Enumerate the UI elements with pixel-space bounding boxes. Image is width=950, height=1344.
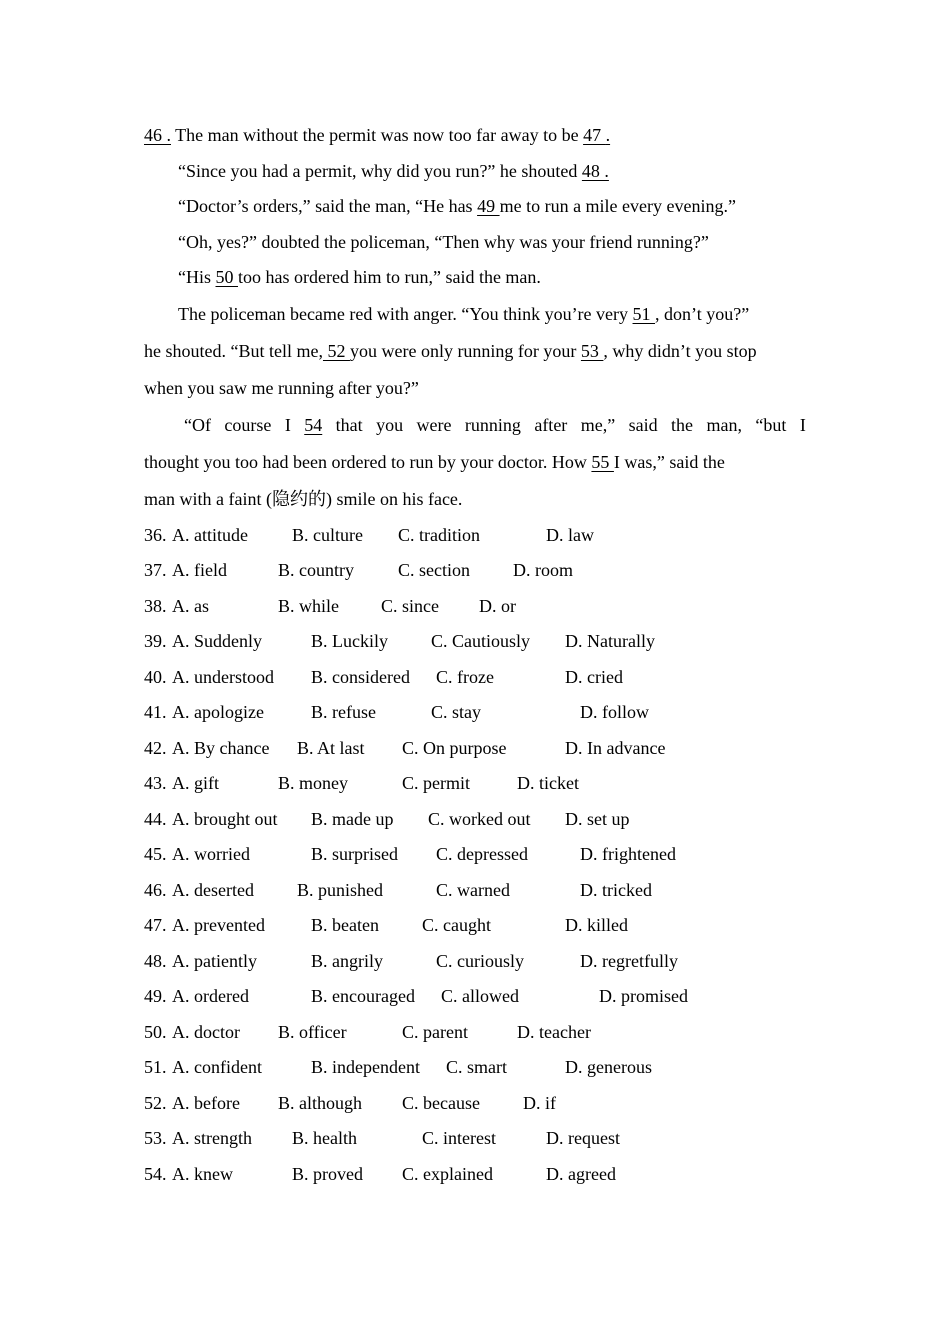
blank-54: 54 <box>304 414 323 435</box>
word: you <box>376 414 404 435</box>
option-a: A. worried <box>172 844 250 864</box>
passage-text: , why didn’t you stop <box>603 340 757 361</box>
question-options-row <box>144 766 806 802</box>
option-a: A. By chance <box>172 737 270 758</box>
option-c: C. On purpose <box>402 737 507 758</box>
option-c: C. section <box>398 560 470 580</box>
option-a: A. gift <box>172 773 219 793</box>
word: after <box>534 414 568 435</box>
option-d: D. tricked <box>580 879 652 900</box>
option-d: D. follow <box>580 702 649 722</box>
option-a: A. strength <box>172 1128 252 1148</box>
passage-text: too has ordered him to run,” said the man. <box>238 267 541 287</box>
word: course <box>224 414 272 435</box>
question-number: 43. <box>144 773 167 793</box>
option-a: A. doctor <box>172 1021 240 1042</box>
option-a: A. attitude <box>172 524 248 545</box>
option-b: B. although <box>278 1092 362 1113</box>
blank-52: 52 <box>322 340 350 361</box>
passage-text: he shouted. “But tell me, <box>144 340 323 361</box>
word: I <box>799 414 806 435</box>
option-a: A. as <box>172 595 209 616</box>
option-b: B. independent <box>311 1057 420 1077</box>
passage-text: you were only running for your <box>349 340 581 361</box>
option-d: D. frightened <box>580 844 676 864</box>
option-b: B. refuse <box>311 702 376 722</box>
option-b: B. beaten <box>311 915 379 935</box>
question-options-row <box>144 518 806 554</box>
passage-line-4 <box>144 225 806 261</box>
word: me,” <box>580 414 616 435</box>
passage-line-7 <box>144 333 806 370</box>
word: that <box>335 414 363 435</box>
question-number: 53. <box>144 1128 167 1148</box>
question-number: 42. <box>144 737 167 758</box>
word: “but <box>755 414 787 435</box>
document-page <box>144 118 806 1192</box>
option-d: D. request <box>546 1128 620 1148</box>
option-d: D. teacher <box>517 1021 591 1042</box>
option-b: B. officer <box>278 1021 347 1042</box>
option-c: C. because <box>402 1092 480 1113</box>
question-number: 36. <box>144 524 167 545</box>
passage-text: The man without the permit was now too far away to be <box>171 125 584 145</box>
option-b: B. punished <box>297 879 384 900</box>
passage-text: , don’t you?” <box>655 303 750 324</box>
question-number: 44. <box>144 808 167 829</box>
option-a: A. confident <box>172 1057 262 1077</box>
passage-text: The policeman became red with anger. “You think you’re very <box>178 303 633 324</box>
option-d: D. promised <box>599 986 688 1006</box>
question-options-row <box>144 695 806 731</box>
passage-text: “Since you had a permit, why did you run?” he shouted <box>178 160 582 181</box>
option-d: D. regretfully <box>580 950 678 971</box>
passage-text: “His <box>178 267 216 287</box>
blank-48: 48 . <box>581 160 609 181</box>
option-a: A. ordered <box>172 986 249 1006</box>
option-c: C. interest <box>422 1128 496 1148</box>
passage-line-9 <box>144 407 806 444</box>
question-number: 38. <box>144 595 167 616</box>
question-number: 50. <box>144 1021 167 1042</box>
word: said <box>628 414 658 435</box>
option-c: C. Cautiously <box>431 631 531 651</box>
option-c: C. warned <box>436 879 510 900</box>
question-number: 37. <box>144 560 167 580</box>
passage-text: me to run a mile every evening.” <box>499 196 736 216</box>
passage-line-10 <box>144 444 806 481</box>
option-a: A. brought out <box>172 808 278 829</box>
option-d: D. if <box>523 1092 556 1113</box>
question-options-row <box>144 1015 806 1051</box>
options-list <box>144 518 806 1193</box>
option-c: C. parent <box>402 1021 468 1042</box>
option-c: C. stay <box>431 702 482 722</box>
question-options-row <box>144 944 806 980</box>
question-number: 46. <box>144 879 167 900</box>
option-b: B. encouraged <box>311 986 415 1006</box>
option-b: B. made up <box>311 808 394 829</box>
question-options-row <box>144 731 806 767</box>
option-c: C. explained <box>402 1163 493 1184</box>
question-number: 47. <box>144 915 167 935</box>
option-b: B. surprised <box>311 844 398 864</box>
question-number: 51. <box>144 1057 167 1077</box>
word: the <box>671 414 694 435</box>
passage-line-8 <box>144 370 806 407</box>
question-options-row <box>144 1157 806 1193</box>
passage-text: . <box>605 125 611 145</box>
passage-text: man with a faint (隐约的) smile on his face. <box>144 488 463 509</box>
passage-text: “Doctor’s orders,” said the man, “He has <box>178 196 478 216</box>
option-b: B. health <box>292 1128 357 1148</box>
option-d: D. In advance <box>565 737 666 758</box>
question-number: 54. <box>144 1163 167 1184</box>
question-options-row <box>144 553 806 589</box>
question-number: 52. <box>144 1092 167 1113</box>
option-b: B. culture <box>292 524 363 545</box>
word: “Of <box>184 414 211 435</box>
question-number: 40. <box>144 666 167 687</box>
passage-line-6 <box>144 296 806 333</box>
question-options-row <box>144 1121 806 1157</box>
passage-line-11 <box>144 481 806 518</box>
question-options-row <box>144 1050 806 1086</box>
word: man, <box>706 414 742 435</box>
option-c: C. froze <box>436 666 494 687</box>
passage-text: I was,” said the <box>613 451 725 472</box>
option-b: B. while <box>278 595 339 616</box>
question-number: 39. <box>144 631 167 651</box>
option-a: A. understood <box>172 666 274 687</box>
option-c: C. permit <box>402 773 470 793</box>
option-a: A. knew <box>172 1163 233 1184</box>
option-a: A. Suddenly <box>172 631 262 651</box>
option-c: C. curiously <box>436 950 524 971</box>
option-d: D. law <box>546 524 594 545</box>
option-b: B. money <box>278 773 348 793</box>
question-options-row <box>144 908 806 944</box>
question-options-row <box>144 624 806 660</box>
passage-text: when you saw me running after you?” <box>144 377 419 398</box>
question-number: 49. <box>144 986 167 1006</box>
question-options-row <box>144 979 806 1015</box>
passage-text: “Oh, yes?” doubted the policeman, “Then why was your friend running?” <box>178 231 709 252</box>
option-d: D. cried <box>565 666 623 687</box>
blank-55: 55 <box>591 451 614 472</box>
option-b: B. considered <box>311 666 410 687</box>
word: were <box>416 414 452 435</box>
word: I <box>284 414 291 435</box>
option-d: D. set up <box>565 808 630 829</box>
question-options-row <box>144 660 806 696</box>
question-options-row <box>144 837 806 873</box>
word: running <box>464 414 521 435</box>
passage-line-1 <box>144 118 806 154</box>
option-d: D. or <box>479 595 516 616</box>
option-c: C. allowed <box>441 986 519 1006</box>
option-d: D. room <box>513 560 573 580</box>
option-a: A. patiently <box>172 950 257 971</box>
passage-text: thought you too had been ordered to run by your doctor. How <box>144 451 592 472</box>
option-a: A. before <box>172 1092 240 1113</box>
option-d: D. Naturally <box>565 631 655 651</box>
option-a: A. deserted <box>172 879 254 900</box>
passage-line-3 <box>144 189 806 225</box>
option-d: D. ticket <box>517 773 579 793</box>
blank-51: 51 <box>632 303 656 324</box>
question-number: 48. <box>144 950 167 971</box>
blank-46: 46 . <box>144 125 171 145</box>
option-a: A. field <box>172 560 227 580</box>
question-number: 41. <box>144 702 167 722</box>
option-c: C. smart <box>446 1057 507 1077</box>
blank-49: 49 <box>477 196 500 216</box>
option-c: C. caught <box>422 915 491 935</box>
option-b: B. proved <box>292 1163 363 1184</box>
option-d: D. killed <box>565 915 628 935</box>
blank-47: 47 <box>583 125 606 145</box>
option-a: A. apologize <box>172 702 264 722</box>
option-b: B. Luckily <box>311 631 388 651</box>
option-b: B. At last <box>297 737 365 758</box>
blank-50: 50 <box>215 267 238 287</box>
option-c: C. depressed <box>436 844 528 864</box>
question-options-row <box>144 589 806 625</box>
option-b: B. country <box>278 560 354 580</box>
option-a: A. prevented <box>172 915 265 935</box>
option-d: D. agreed <box>546 1163 616 1184</box>
question-options-row <box>144 1086 806 1122</box>
blank-53: 53 <box>580 340 604 361</box>
passage-line-5 <box>144 260 806 296</box>
option-b: B. angrily <box>311 950 383 971</box>
option-c: C. tradition <box>398 524 480 545</box>
question-options-row <box>144 802 806 838</box>
option-d: D. generous <box>565 1057 652 1077</box>
option-c: C. since <box>381 595 439 616</box>
question-number: 45. <box>144 844 167 864</box>
question-options-row <box>144 873 806 909</box>
passage-line-2 <box>144 154 806 190</box>
option-c: C. worked out <box>428 808 531 829</box>
